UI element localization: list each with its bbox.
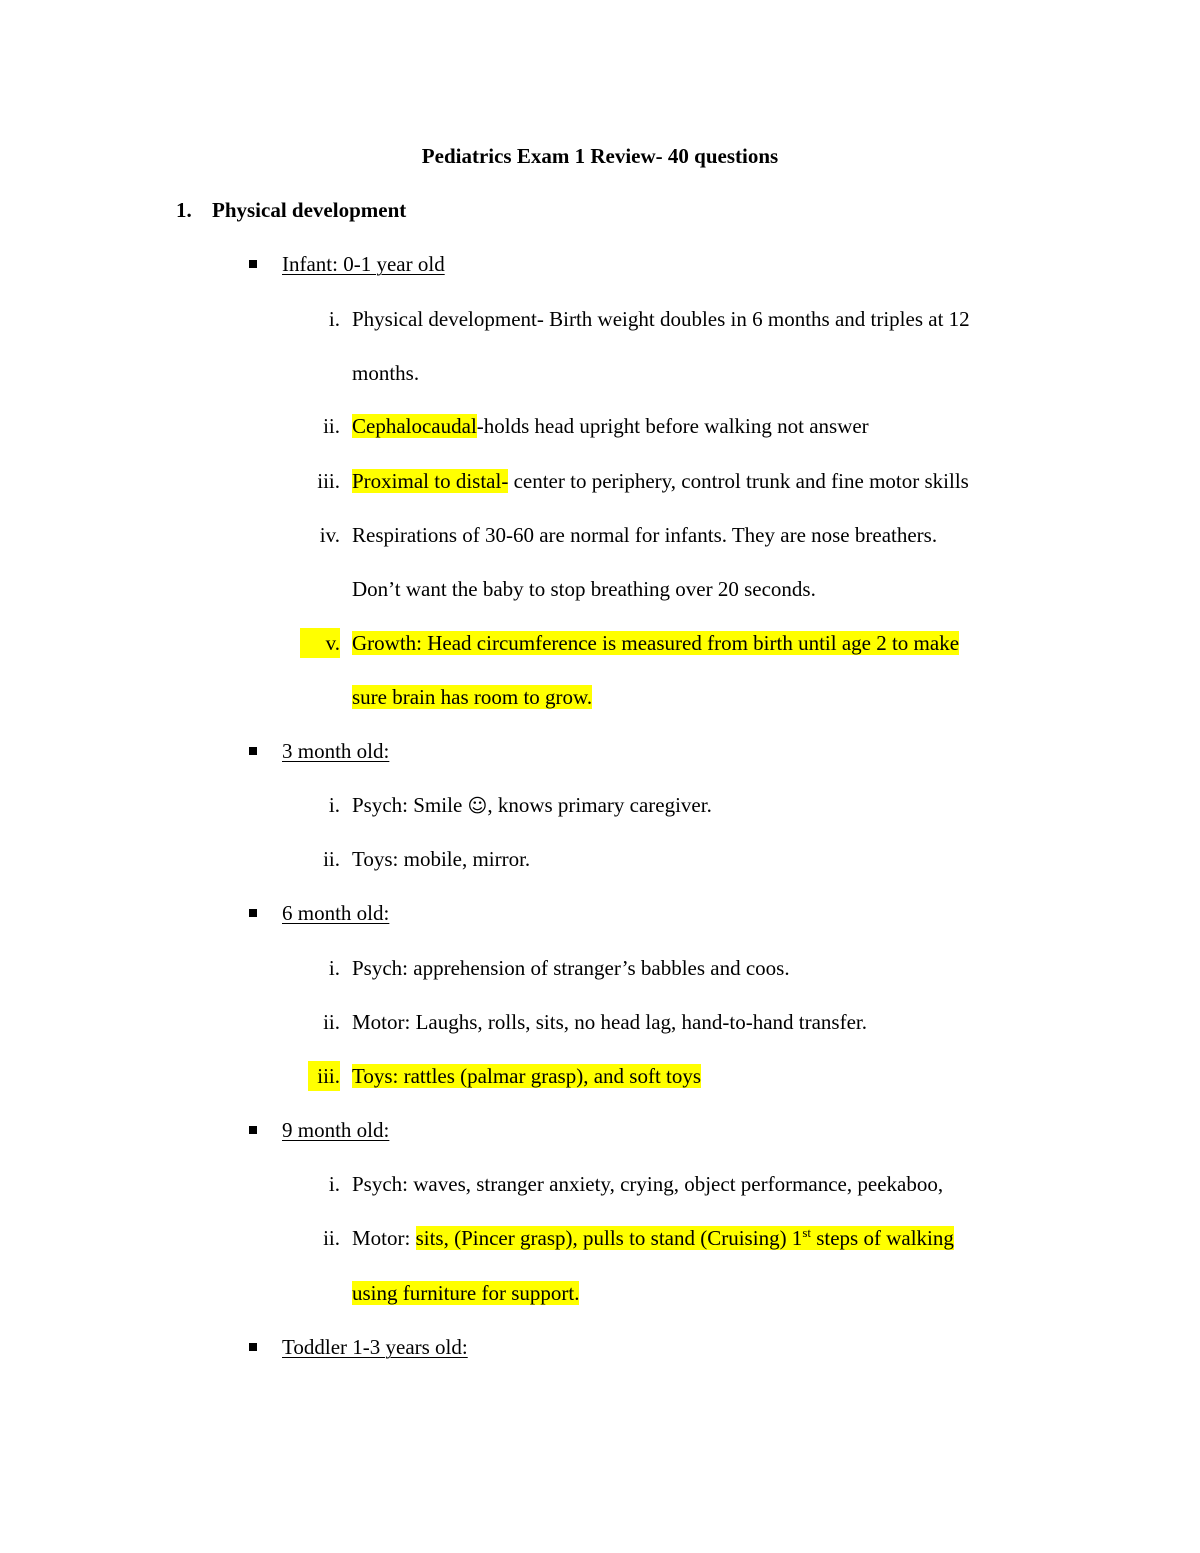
list-item-text: Physical development- Birth weight doubles in 6 months and triples at 12 — [352, 307, 970, 331]
list-item-text: Motor: Laughs, rolls, sits, no head lag, hand-to-hand transfer. — [352, 1010, 867, 1034]
list-marker: ii. — [323, 1010, 340, 1034]
highlighted-text: using furniture for support. — [352, 1281, 580, 1305]
list-item — [352, 466, 969, 496]
list-marker: i. — [328, 1172, 340, 1196]
list-marker: i. — [328, 307, 340, 331]
list-item-text: Toys: mobile, mirror. — [352, 847, 531, 871]
list-item-continuation — [352, 682, 592, 712]
bullet-heading: Infant: 0-1 year old — [282, 252, 445, 276]
smiley-icon: ☺ — [467, 795, 488, 817]
list-marker: iv. — [319, 523, 340, 547]
list-item — [352, 1223, 954, 1253]
highlighted-text: sure brain has room to grow. — [352, 685, 593, 709]
highlighted-text-part: steps of walking — [810, 1226, 954, 1250]
list-item-continuation: months. — [352, 361, 420, 385]
list-item-text: , knows primary caregiver. — [487, 793, 712, 817]
list-item-text: center to periphery, control trunk and fine motor skills — [508, 469, 969, 493]
list-item — [352, 411, 869, 441]
highlighted-text — [416, 1226, 954, 1250]
list-item — [352, 790, 712, 821]
list-marker: i. — [328, 956, 340, 980]
document-title: Pediatrics Exam 1 Review- 40 questions — [421, 144, 779, 168]
bullet-heading: 6 month old: — [282, 901, 390, 925]
square-bullet-icon — [249, 909, 257, 917]
highlighted-text: Growth: Head circumference is measured from birth until age 2 to make — [352, 631, 960, 655]
list-marker: ii. — [323, 1226, 340, 1250]
highlighted-text: Cephalocaudal — [352, 414, 477, 438]
list-item-continuation: Don’t want the baby to stop breathing over 20 seconds. — [352, 577, 816, 601]
list-item-text: Motor: — [352, 1226, 416, 1250]
list-item-text: -holds head upright before walking not answer — [476, 414, 869, 438]
list-marker: i. — [328, 793, 340, 817]
highlighted-text: Toys: rattles (palmar grasp), and soft toys — [352, 1064, 702, 1088]
highlighted-text: Proximal to distal- — [352, 469, 509, 493]
list-marker: v. — [300, 628, 340, 658]
list-marker: iii. — [308, 1061, 340, 1091]
square-bullet-icon — [249, 260, 257, 268]
square-bullet-icon — [249, 747, 257, 755]
bullet-heading: 3 month old: — [282, 739, 390, 763]
section-heading — [176, 195, 406, 225]
list-item-text: Psych: apprehension of stranger’s babbles and coos. — [352, 956, 790, 980]
bullet-heading: Toddler 1-3 years old: — [282, 1335, 468, 1359]
section-title: Physical development — [212, 198, 407, 222]
section-number: 1. — [176, 198, 192, 222]
list-marker: ii. — [323, 414, 340, 438]
superscript: st — [802, 1225, 811, 1240]
highlighted-text-part: sits, (Pincer grasp), pulls to stand (Cruising) 1 — [415, 1226, 803, 1250]
list-item-continuation — [352, 1278, 579, 1308]
list-item — [352, 628, 959, 658]
list-marker: ii. — [323, 847, 340, 871]
list-item-text: Psych: waves, stranger anxiety, crying, object performance, peekaboo, — [352, 1172, 944, 1196]
list-item — [352, 1061, 701, 1091]
square-bullet-icon — [249, 1126, 257, 1134]
list-item-text: Respirations of 30-60 are normal for infants. They are nose breathers. — [352, 523, 938, 547]
list-item-text: Psych: Smile — [352, 793, 468, 817]
square-bullet-icon — [249, 1343, 257, 1351]
list-marker: iii. — [317, 469, 340, 493]
bullet-heading: 9 month old: — [282, 1118, 390, 1142]
